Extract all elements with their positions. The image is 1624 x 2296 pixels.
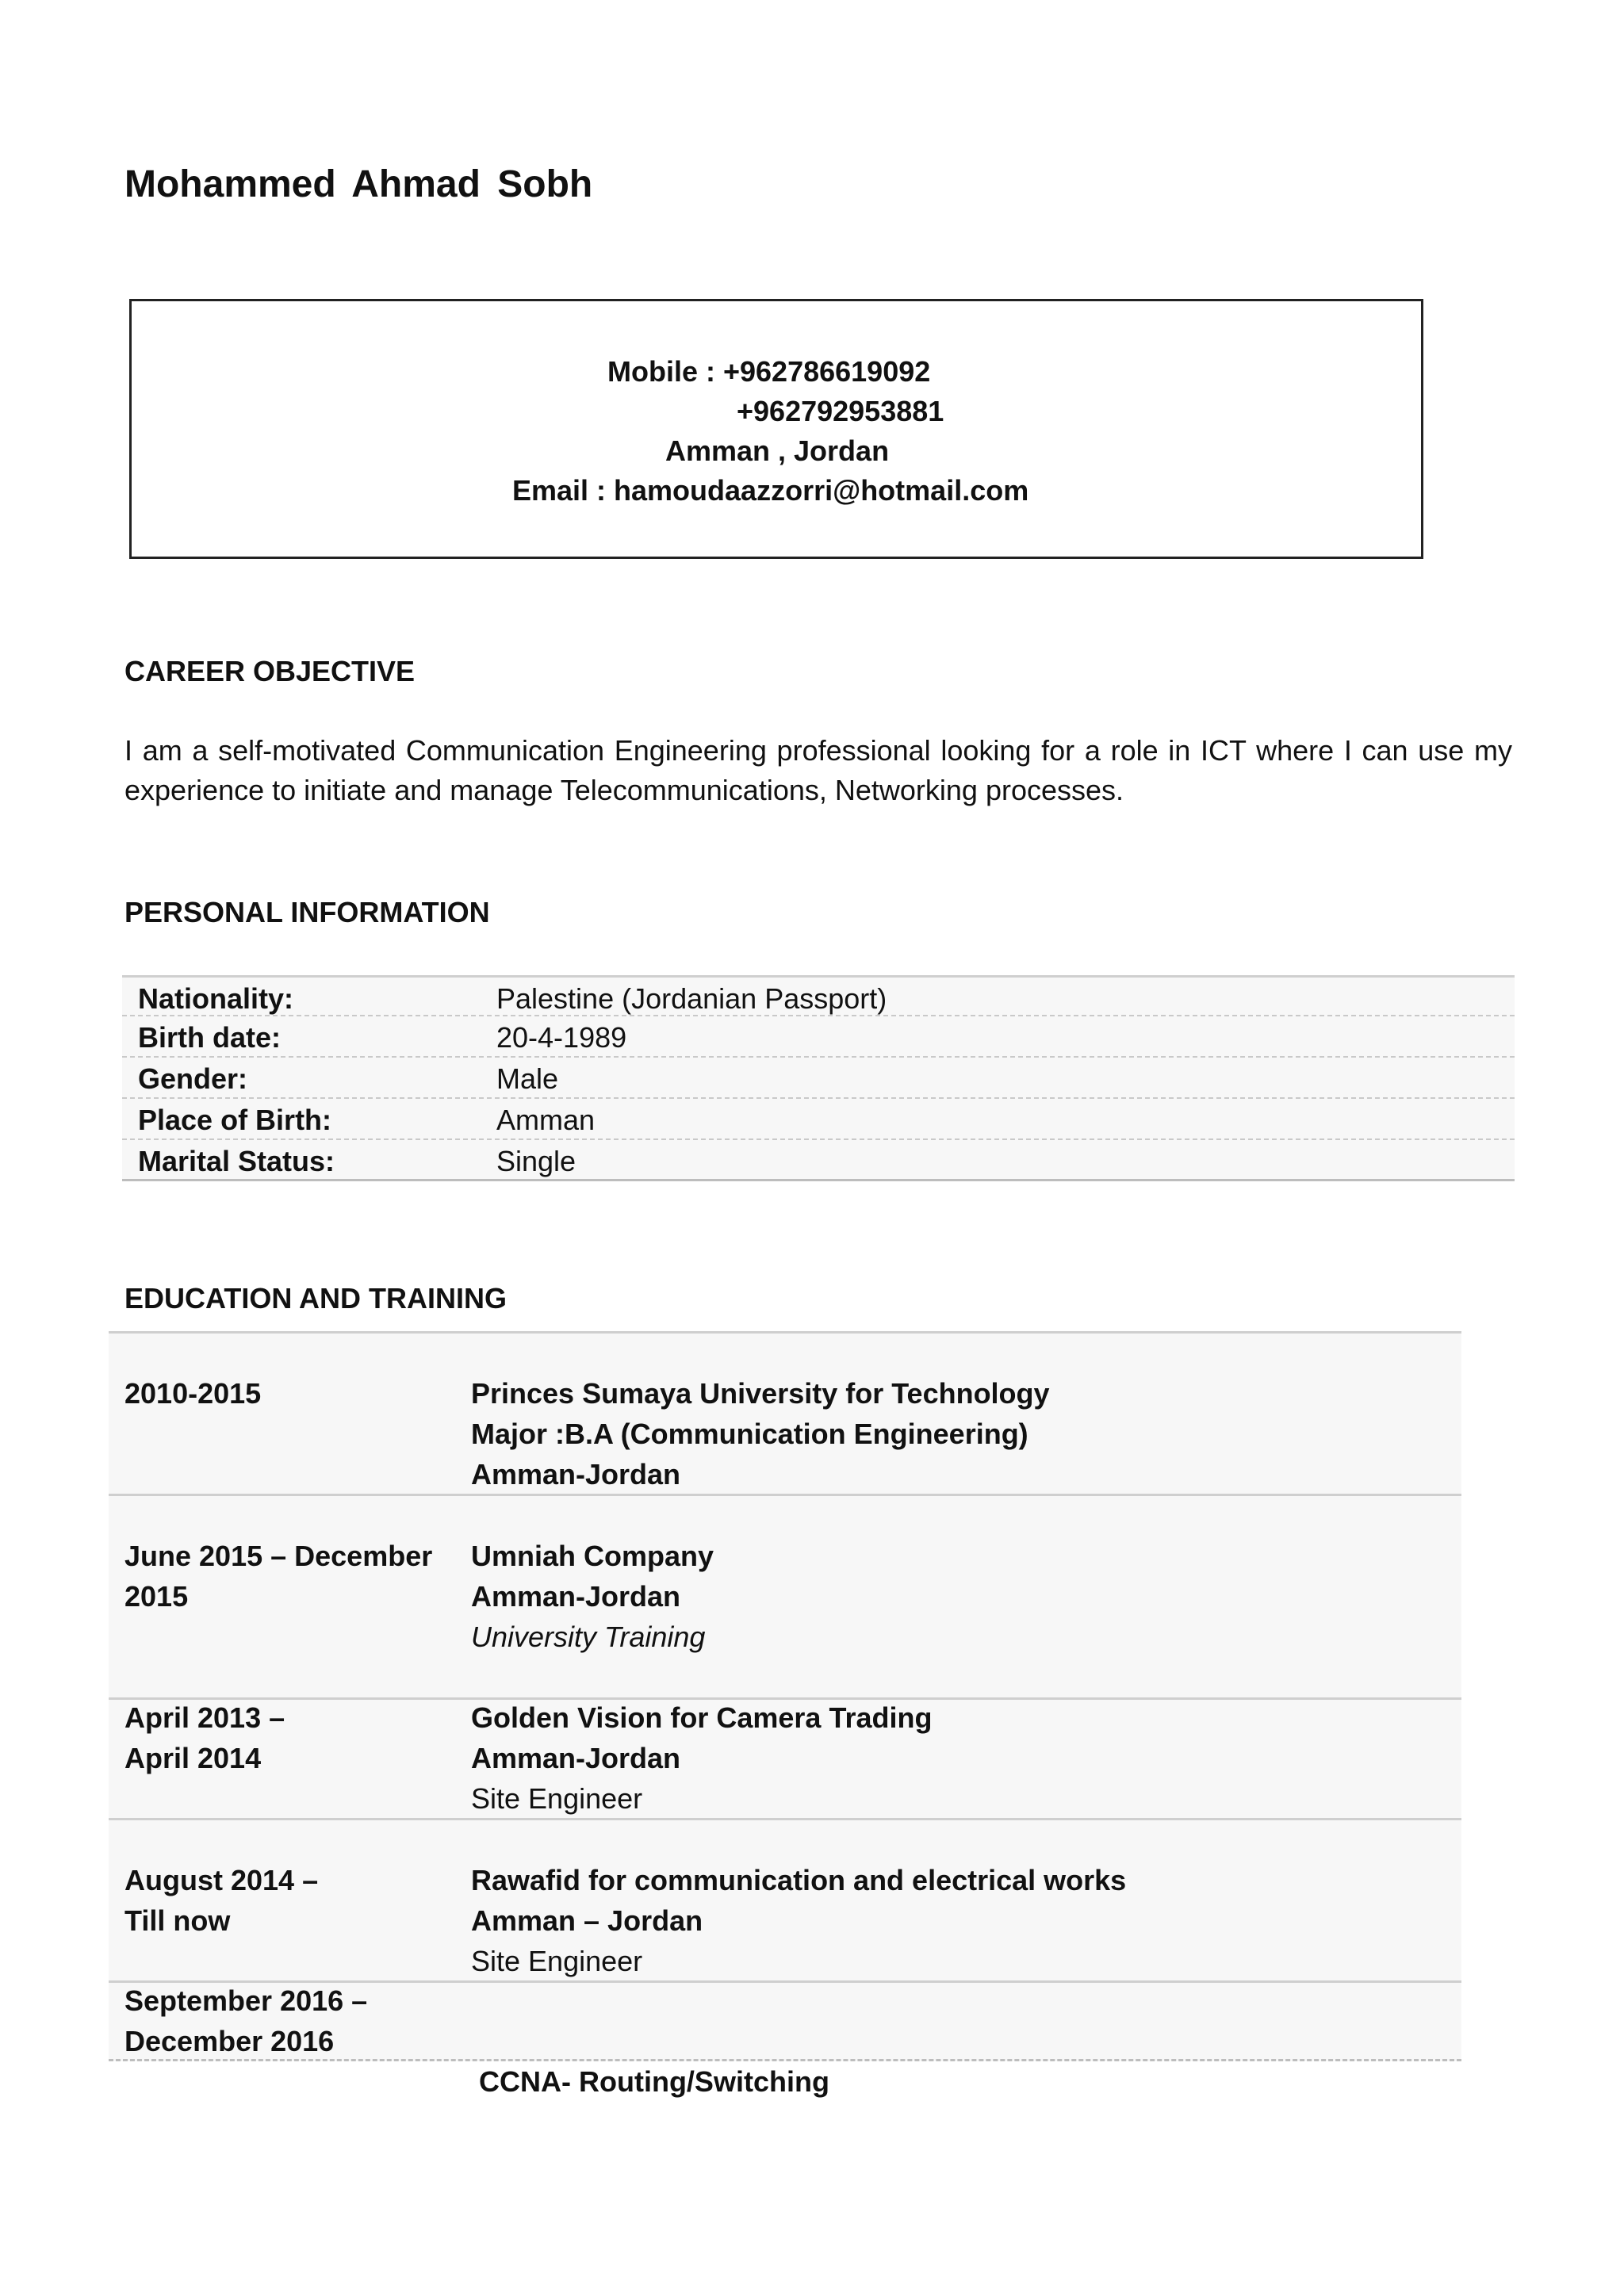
table-row xyxy=(109,1494,1461,1697)
date-start: 2010-2015 xyxy=(124,1377,262,1410)
location: Amman-Jordan xyxy=(471,1742,681,1774)
table-row xyxy=(109,1331,1461,1494)
education-table xyxy=(109,1331,1461,2098)
mobile-line: Mobile : +962786619092 xyxy=(607,355,931,388)
table-row xyxy=(109,1697,1461,1818)
education-detail xyxy=(471,1980,829,2183)
nationality-label: Nationality: xyxy=(138,982,294,1015)
gender-label: Gender: xyxy=(138,1062,248,1095)
email-line: Email : hamoudaazzorri@hotmail.com xyxy=(512,474,1029,507)
education-date xyxy=(124,1697,458,1778)
date-end: Till now xyxy=(124,1904,231,1937)
company: Umniah Company xyxy=(471,1540,714,1572)
table-row xyxy=(122,1016,1515,1058)
location: Amman-Jordan xyxy=(471,1458,681,1490)
date-end: December 2016 xyxy=(124,2025,335,2057)
table-row xyxy=(109,1818,1461,1980)
nationality-value: Palestine (Jordanian Passport) xyxy=(496,982,887,1015)
education-date xyxy=(124,1980,458,2061)
birth-date-label: Birth date: xyxy=(138,1021,281,1054)
gender-value: Male xyxy=(496,1062,559,1095)
company: Golden Vision for Camera Trading xyxy=(471,1701,933,1734)
personal-information-title: PERSONAL INFORMATION xyxy=(124,896,490,928)
date-end: 2015 xyxy=(124,1580,189,1613)
education-detail xyxy=(471,1860,1126,1981)
personal-information-table xyxy=(122,975,1515,1181)
date-start: August 2014 – xyxy=(124,1864,319,1896)
location: Amman-Jordan xyxy=(471,1580,681,1613)
location: Amman – Jordan xyxy=(471,1904,703,1937)
major: Major :B.A (Communication Engineering) xyxy=(471,1418,1028,1450)
candidate-name: Mohammed Ahmad Sobh xyxy=(124,163,593,205)
date-start: June 2015 – December xyxy=(124,1540,433,1572)
marital-status-value: Single xyxy=(496,1145,576,1177)
date-start: April 2013 – xyxy=(124,1701,285,1734)
education-detail xyxy=(471,1536,714,1657)
table-row xyxy=(109,1980,1461,2098)
place-of-birth-value: Amman xyxy=(496,1104,596,1136)
institution: Princes Sumaya University for Technology xyxy=(471,1377,1050,1410)
role: University Training xyxy=(471,1621,706,1653)
education-date xyxy=(124,1536,458,1617)
table-row xyxy=(122,1099,1515,1140)
education-date xyxy=(124,1860,458,1941)
location: Amman , Jordan xyxy=(665,434,890,467)
career-objective-text: I am a self-motivated Communication Engineering professional looking for a role in ICT where I can use my experience to initiate and manage Telecommunications, Networking processes. xyxy=(124,734,1512,806)
table-row xyxy=(122,1058,1515,1099)
table-row xyxy=(122,975,1515,1016)
mobile-secondary: +962792953881 xyxy=(737,395,944,427)
place-of-birth-label: Place of Birth: xyxy=(138,1104,332,1136)
birth-date-value: 20-4-1989 xyxy=(496,1021,627,1054)
company: Rawafid for communication and electrical works xyxy=(471,1864,1127,1896)
role: Site Engineer xyxy=(471,1945,643,1977)
role: Site Engineer xyxy=(471,1782,643,1815)
education-detail xyxy=(471,1373,1050,1494)
education-date xyxy=(124,1373,458,1414)
course: CCNA- Routing/Switching xyxy=(471,2065,829,2098)
education-title: EDUCATION AND TRAINING xyxy=(124,1282,507,1314)
date-end: April 2014 xyxy=(124,1742,262,1774)
education-detail xyxy=(471,1697,932,1819)
career-objective-title: CAREER OBJECTIVE xyxy=(124,655,416,687)
contact-box xyxy=(129,299,1423,559)
date-start: September 2016 – xyxy=(124,1984,368,2017)
marital-status-label: Marital Status: xyxy=(138,1145,335,1177)
table-row xyxy=(122,1140,1515,1181)
